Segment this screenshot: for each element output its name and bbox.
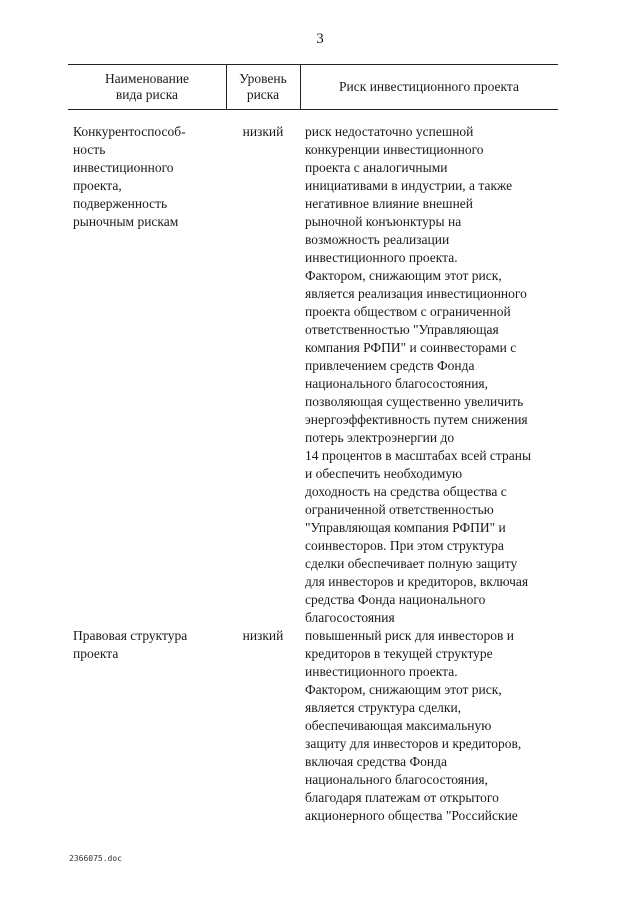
risk-description-line: включая средства Фонда <box>305 754 447 769</box>
header-risk-type: Наименование вида риска <box>68 65 227 109</box>
risk-description-line: национального благосостояния, <box>305 376 489 391</box>
risk-description-line: ответственностью "Управляющая <box>305 322 499 337</box>
risk-description-line: возможность реализации <box>305 232 450 247</box>
document-filename: 2366075.doc <box>69 854 122 863</box>
risk-name <box>73 123 233 231</box>
risk-name-line: Конкурентоспособ- <box>73 124 186 139</box>
risk-description-line: инвестиционного проекта. <box>305 250 458 265</box>
risk-description-line: средства Фонда национального <box>305 592 486 607</box>
risk-description-line: энергоэффективность путем снижения <box>305 412 528 427</box>
risk-description-line: ограниченной ответственностью <box>305 502 494 517</box>
risk-description-line: инвестиционного проекта. <box>305 664 458 679</box>
risk-description-line: кредиторов в текущей структуре <box>305 646 493 661</box>
risk-description-line: является реализация инвестиционного <box>305 286 527 301</box>
risk-name-line: инвестиционного <box>73 160 174 175</box>
risk-description-line: негативное влияние внешней <box>305 196 474 211</box>
header-risk-level: Уровень риска <box>226 65 301 109</box>
risk-description-line: риск недостаточно успешной <box>305 124 474 139</box>
risk-description-line: доходность на средства общества с <box>305 484 507 499</box>
table-header <box>68 64 558 110</box>
risk-description-line: рыночной конъюнктуры на <box>305 214 462 229</box>
risk-description-line: 14 процентов в масштабах всей страны <box>305 448 532 463</box>
risk-description <box>305 627 555 825</box>
risk-name-line: рыночным рискам <box>73 214 179 229</box>
risk-description-line: является структура сделки, <box>305 700 462 715</box>
risk-level: низкий <box>242 628 284 643</box>
risk-description-line: обеспечивающая максимальную <box>305 718 492 733</box>
risk-description-line: привлечением средств Фонда <box>305 358 475 373</box>
risk-name-line: ность <box>73 142 106 157</box>
risk-name-line: Правовая структура <box>73 628 188 643</box>
risk-description <box>305 123 555 627</box>
risk-description-line: акционерного общества "Российские <box>305 808 518 823</box>
risk-level: низкий <box>242 124 284 139</box>
risk-description-line: потерь электроэнергии до <box>305 430 455 445</box>
risk-description-line: сделки обеспечивает полную защиту <box>305 556 518 571</box>
risk-description-line: защиту для инвесторов и кредиторов, <box>305 736 522 751</box>
risk-description-line: соинвесторов. При этом структура <box>305 538 504 553</box>
risk-description-line: для инвесторов и кредиторов, включая <box>305 574 529 589</box>
risk-name-line: проекта, <box>73 178 122 193</box>
header-project-risk: Риск инвестиционного проекта <box>339 79 519 94</box>
risk-description-line: "Управляющая компания РФПИ" и <box>305 520 506 535</box>
risk-description-line: повышенный риск для инвесторов и <box>305 628 515 643</box>
risk-description-line: проекта с аналогичными <box>305 160 448 175</box>
risk-description-line: благодаря платежам от открытого <box>305 790 499 805</box>
risk-description-line: конкуренции инвестиционного <box>305 142 484 157</box>
risk-description-line: Фактором, снижающим этот риск, <box>305 268 502 283</box>
risk-description-line: Фактором, снижающим этот риск, <box>305 682 502 697</box>
risk-description-line: национального благосостояния, <box>305 772 489 787</box>
risk-description-line: компания РФПИ" и соинвесторами с <box>305 340 517 355</box>
risk-description-line: позволяющая существенно увеличить <box>305 394 524 409</box>
risk-name-line: подверженность <box>73 196 168 211</box>
risk-description-line: проекта обществом с ограниченной <box>305 304 511 319</box>
risk-name-line: проекта <box>73 646 119 661</box>
risk-name <box>73 627 233 663</box>
risk-description-line: и обеспечить необходимую <box>305 466 463 481</box>
page-number: 3 <box>316 31 324 47</box>
risk-description-line: благосостояния <box>305 610 395 625</box>
risk-description-line: инициативами в индустрии, а также <box>305 178 513 193</box>
